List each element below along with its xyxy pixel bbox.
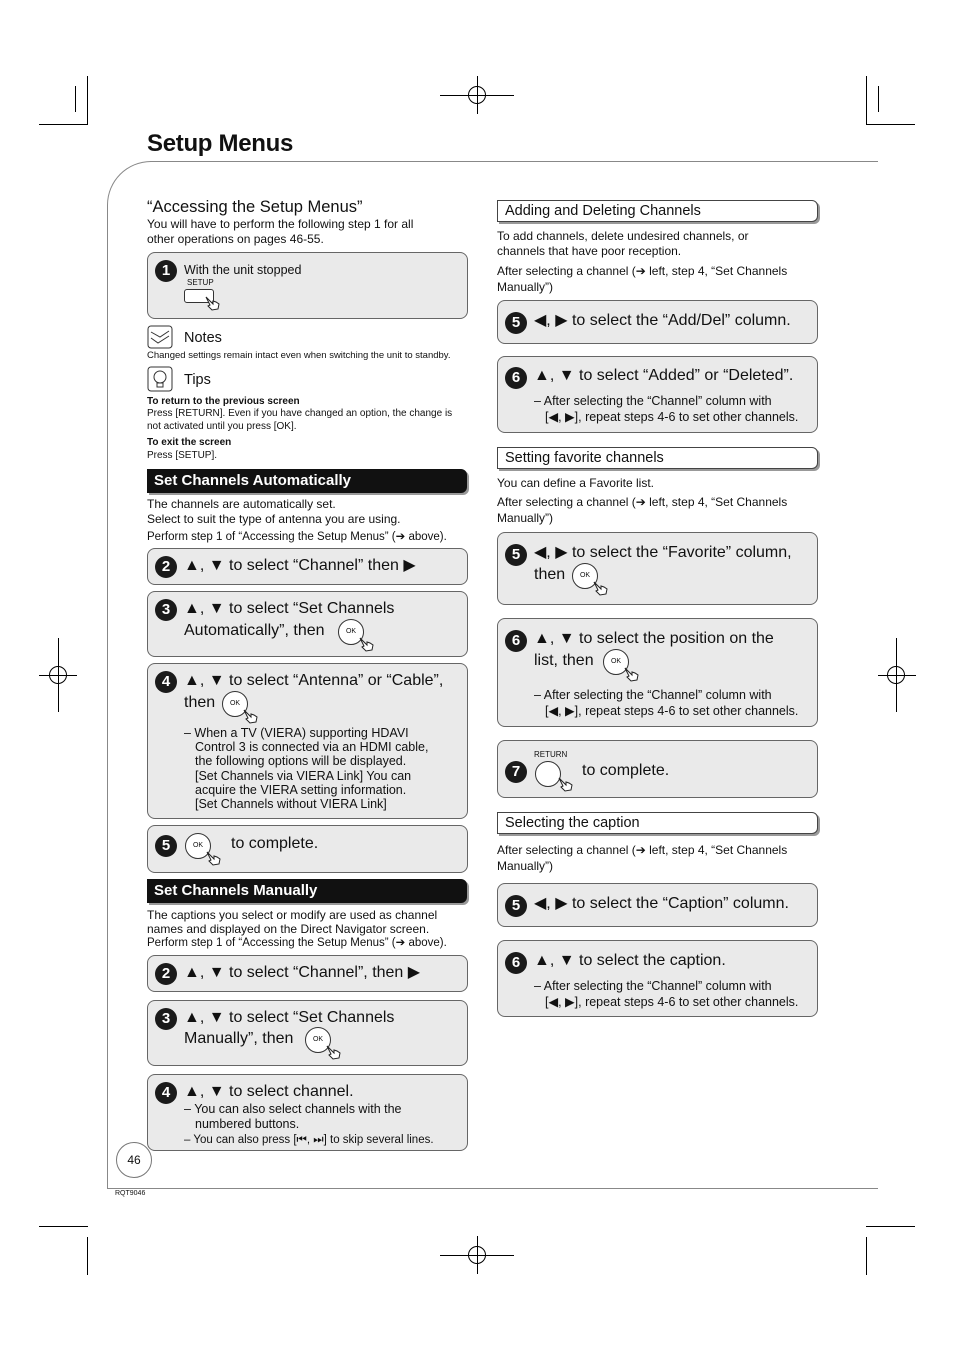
- crop-mark: [87, 1237, 88, 1275]
- step-note: Control 3 is connected via an HDMI cable,: [195, 740, 429, 754]
- step-note: [Set Channels via VIERA Link] You can: [195, 769, 412, 783]
- ok-button-icon: OK: [185, 833, 211, 859]
- crop-mark: [87, 76, 88, 124]
- step-text: then: [534, 566, 566, 583]
- crop-mark: [866, 1237, 867, 1275]
- page-number: 46: [116, 1142, 152, 1178]
- crop-mark: [866, 76, 867, 124]
- registration-line: [58, 638, 59, 712]
- step-text: ▲, ▼ to select the caption.: [534, 952, 726, 969]
- frame-line: [150, 161, 878, 162]
- notes-label: Notes: [184, 330, 222, 346]
- step-note: the following options will be displayed.: [195, 754, 407, 768]
- ok-button-icon: OK: [222, 691, 248, 717]
- crop-mark: [866, 1226, 915, 1227]
- crop-mark: [39, 124, 88, 125]
- lightbulb-icon: [147, 366, 173, 392]
- step-box: [147, 548, 468, 585]
- step-box: [147, 825, 468, 873]
- hand-press-icon: [204, 295, 222, 311]
- step-box: [147, 252, 468, 319]
- tips-label: Tips: [184, 372, 211, 388]
- step-note: [◀, ▶], repeat steps 4-6 to set other channels.: [545, 995, 799, 1009]
- step-text: With the unit stopped: [184, 263, 302, 277]
- step-box: [147, 1074, 468, 1151]
- registration-line: [878, 675, 916, 676]
- fav-desc: You can define a Favorite list.: [497, 476, 654, 490]
- tip-title: To return to the previous screen: [147, 396, 300, 407]
- hand-press-icon: [325, 1044, 343, 1060]
- step-number: 5: [505, 895, 527, 917]
- step-number: 5: [505, 544, 527, 566]
- setup-button-label: SETUP: [187, 278, 214, 287]
- crop-mark: [878, 86, 879, 112]
- manual-desc: The captions you select or modify are used as channel: [147, 908, 438, 922]
- step-box: [497, 740, 818, 798]
- hand-press-icon: [358, 636, 376, 652]
- step-text: ▲, ▼ to select the position on the: [534, 630, 774, 647]
- step-note: – You can also press [⏮, ⏭] to skip several lines.: [184, 1134, 434, 1146]
- caption-after: Manually”): [497, 859, 554, 873]
- step-note: – After selecting the “Channel” column with: [534, 688, 772, 702]
- ok-button-icon: OK: [572, 563, 598, 589]
- step-text: ◀, ▶ to select the “Add/Del” column.: [534, 312, 791, 329]
- step-box: [497, 940, 818, 1017]
- step-text: ◀, ▶ to select the “Caption” column.: [534, 895, 789, 912]
- step-number: 4: [155, 1082, 177, 1104]
- registration-line: [477, 1236, 478, 1274]
- step-note: numbered buttons.: [195, 1117, 300, 1131]
- step-number: 1: [155, 260, 177, 282]
- step-note: – You can also select channels with the: [184, 1102, 402, 1116]
- registration-line: [896, 638, 897, 712]
- notes-text: Changed settings remain intact even when switching the unit to standby.: [147, 350, 451, 361]
- fav-after: After selecting a channel (➔ left, step 4, “Set Channels: [497, 495, 788, 509]
- ok-button-icon: OK: [603, 649, 629, 675]
- frame-corner: [107, 161, 151, 1189]
- step-note: [Set Channels without VIERA Link]: [195, 797, 387, 811]
- tip-text: Press [SETUP].: [147, 450, 218, 461]
- step-box: [497, 883, 818, 927]
- access-intro: other operations on pages 46-55.: [147, 232, 324, 246]
- step-text: list, then: [534, 652, 594, 669]
- frame-line: [107, 1188, 878, 1189]
- add-del-after: Manually”): [497, 280, 554, 294]
- step-number: 5: [505, 312, 527, 334]
- step-box: [147, 663, 468, 819]
- add-del-desc: To add channels, delete undesired channels, or: [497, 229, 749, 243]
- step-note: – When a TV (VIERA) supporting HDAVI: [184, 726, 409, 740]
- crop-mark: [39, 1226, 88, 1227]
- hand-press-icon: [592, 580, 610, 596]
- step-box: [497, 618, 818, 727]
- step-box: [147, 591, 468, 657]
- step-text: Automatically”, then: [184, 622, 325, 639]
- step-box: [147, 955, 468, 992]
- manual-perform: Perform step 1 of “Accessing the Setup Menus” (➔ above).: [147, 937, 447, 949]
- step-number: 2: [155, 963, 177, 985]
- step-text: then: [184, 694, 216, 711]
- subsection-heading-caption: Selecting the caption: [497, 812, 818, 834]
- step-number: 6: [505, 952, 527, 974]
- notes-icon: [147, 325, 173, 349]
- hand-press-icon: [205, 850, 223, 866]
- fav-after: Manually”): [497, 511, 554, 525]
- ok-button-icon: OK: [338, 619, 364, 645]
- step-text: to complete.: [582, 762, 670, 779]
- crop-mark: [75, 86, 76, 112]
- hand-press-icon: [242, 708, 260, 724]
- step-text: to complete.: [231, 835, 319, 852]
- step-text: Manually”, then: [184, 1030, 294, 1047]
- step-note: [◀, ▶], repeat steps 4-6 to set other channels.: [545, 704, 799, 718]
- step-text: ◀, ▶ to select the “Favorite” column,: [534, 544, 792, 561]
- auto-desc: Select to suit the type of antenna you are using.: [147, 512, 401, 526]
- tip-text: Press [RETURN]. Even if you have changed an option, the change is: [147, 408, 453, 419]
- step-note: [◀, ▶], repeat steps 4-6 to set other channels.: [545, 410, 799, 424]
- auto-desc: The channels are automatically set.: [147, 497, 336, 511]
- step-text: ▲, ▼ to select channel.: [184, 1083, 354, 1100]
- step-text: ▲, ▼ to select “Channel”, then ▶: [184, 964, 421, 981]
- add-del-after: After selecting a channel (➔ left, step 4, “Set Channels: [497, 264, 788, 278]
- step-number: 3: [155, 599, 177, 621]
- hand-press-icon: [557, 776, 575, 792]
- step-number: 7: [505, 761, 527, 783]
- tip-text: not activated until you press [OK].: [147, 421, 297, 432]
- step-text: ▲, ▼ to select “Set Channels: [184, 1009, 395, 1026]
- step-box: [497, 300, 818, 344]
- step-number: 2: [155, 556, 177, 578]
- access-intro: You will have to perform the following step 1 for all: [147, 217, 414, 231]
- auto-perform: Perform step 1 of “Accessing the Setup Menus” (➔ above).: [147, 531, 447, 543]
- manual-desc: names and displayed on the Direct Navigator screen.: [147, 922, 430, 936]
- step-text: ▲, ▼ to select “Added” or “Deleted”.: [534, 367, 794, 384]
- section-heading-manual: Set Channels Manually: [147, 879, 467, 903]
- access-heading: “Accessing the Setup Menus”: [147, 198, 363, 216]
- ok-button-icon: OK: [305, 1027, 331, 1053]
- tip-title: To exit the screen: [147, 437, 232, 448]
- step-note: – After selecting the “Channel” column with: [534, 394, 772, 408]
- subsection-heading-add-del: Adding and Deleting Channels: [497, 200, 818, 222]
- step-note: acquire the VIERA setting information.: [195, 783, 407, 797]
- step-text: ▲, ▼ to select “Antenna” or “Cable”,: [184, 672, 444, 689]
- step-number: 3: [155, 1008, 177, 1030]
- step-number: 5: [155, 835, 177, 857]
- step-number: 6: [505, 367, 527, 389]
- step-number: 6: [505, 630, 527, 652]
- return-button-label: RETURN: [534, 750, 568, 759]
- step-box: [497, 532, 818, 605]
- step-note: – After selecting the “Channel” column with: [534, 979, 772, 993]
- crop-mark: [866, 124, 915, 125]
- step-box: [147, 1000, 468, 1066]
- step-box: [497, 356, 818, 433]
- add-del-desc: channels that have poor reception.: [497, 244, 682, 258]
- hand-press-icon: [623, 666, 641, 682]
- model-code: RQT9046: [115, 1190, 146, 1197]
- registration-line: [477, 76, 478, 114]
- subsection-heading-favorite: Setting favorite channels: [497, 447, 818, 469]
- step-text: ▲, ▼ to select “Set Channels: [184, 600, 395, 617]
- step-text: ▲, ▼ to select “Channel” then ▶: [184, 557, 416, 574]
- step-number: 4: [155, 671, 177, 693]
- section-heading-auto: Set Channels Automatically: [147, 469, 467, 493]
- caption-after: After selecting a channel (➔ left, step 4, “Set Channels: [497, 843, 788, 857]
- page-title: Setup Menus: [147, 130, 294, 157]
